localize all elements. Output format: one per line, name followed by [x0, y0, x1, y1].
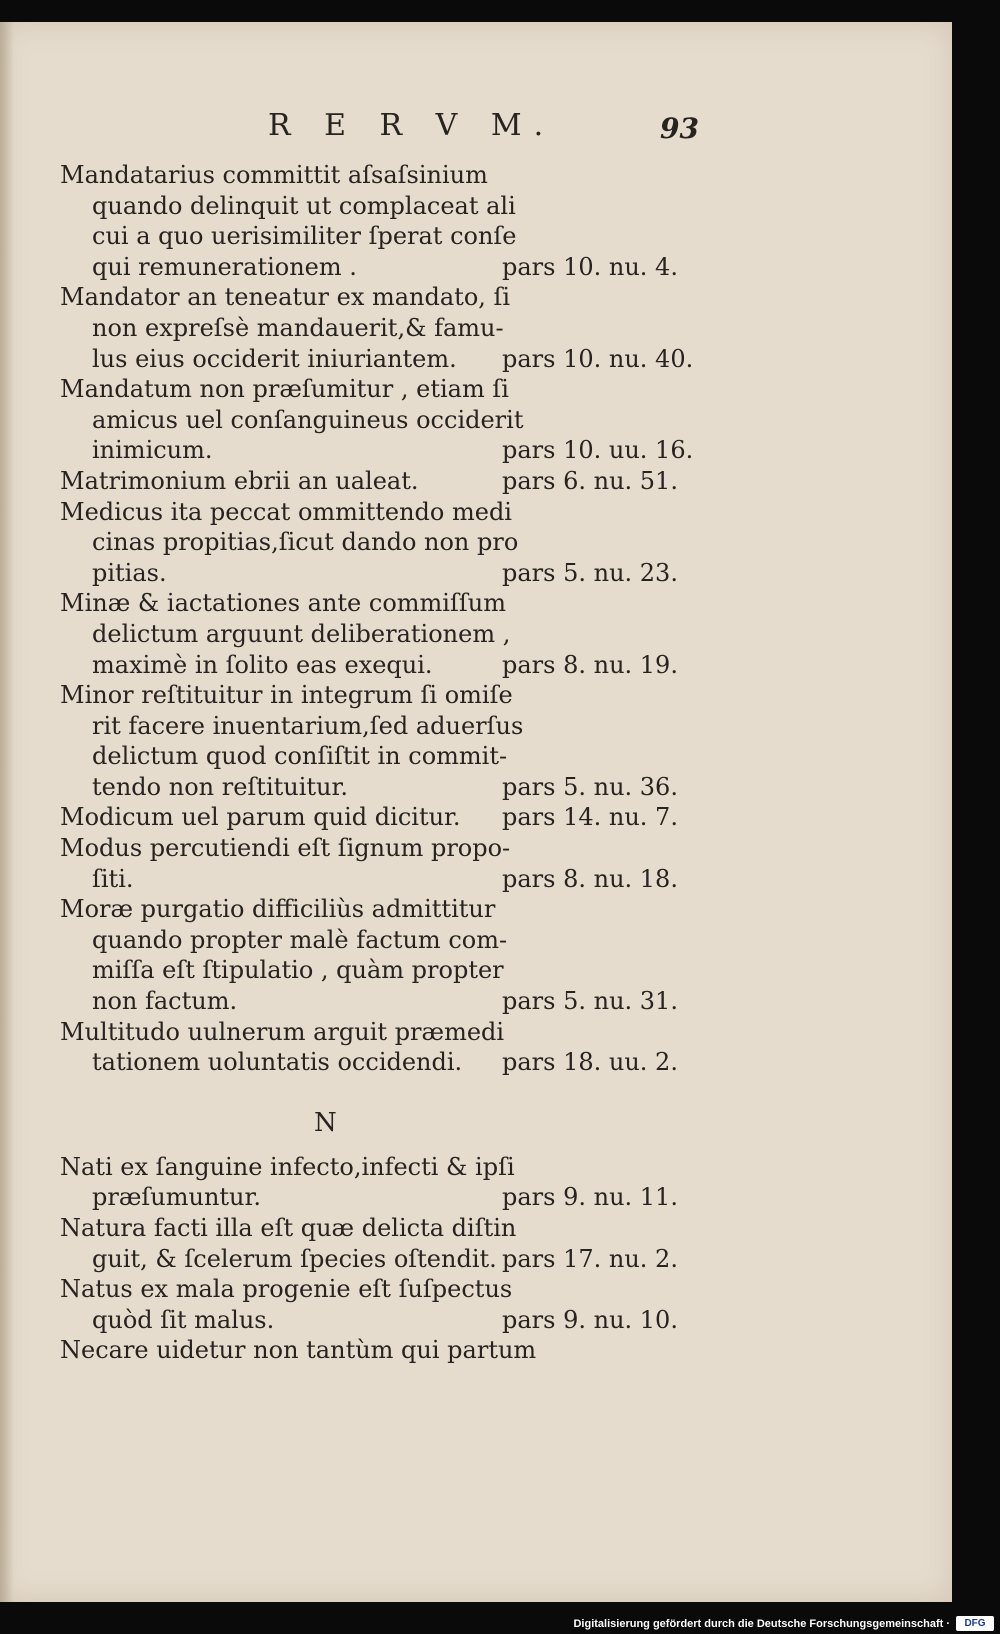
entry-headword-line — [60, 1274, 740, 1305]
index-entry — [60, 497, 740, 589]
entry-text: guit, & ſcelerum ſpecies oſtendit. — [92, 1244, 497, 1273]
entry-text: Minæ & iactationes ante commiſſum — [60, 589, 506, 618]
entry-continuation-line — [60, 252, 740, 283]
entry-text: inimicum. — [92, 436, 213, 465]
entry-text: Mandatum non præſumitur , etiam ſi — [60, 375, 509, 404]
entry-continuation-line — [60, 1182, 740, 1213]
index-entry — [60, 588, 740, 680]
entry-headword-line — [60, 1152, 740, 1183]
entry-headword-line — [60, 1335, 740, 1366]
entry-reference: pars 8. nu. 18. — [502, 864, 678, 893]
entry-headword-line — [60, 894, 740, 925]
entry-reference: pars 5. nu. 36. — [502, 772, 678, 801]
entry-text: Medicus ita peccat ommittendo medi — [60, 497, 512, 526]
index-entry — [60, 802, 740, 833]
entry-headword-line — [60, 833, 740, 864]
entry-continuation-line — [60, 925, 740, 956]
dfg-logo: DFG — [956, 1616, 994, 1631]
running-header: R E R V M. — [268, 108, 556, 143]
entry-text: Moræ purgatio difficiliùs admittitur — [60, 895, 496, 924]
entry-continuation-line — [60, 558, 740, 589]
entry-headword-line — [60, 160, 740, 191]
entry-text: pitias. — [92, 558, 167, 587]
entry-continuation-line — [60, 1047, 740, 1078]
entry-text: præſumuntur. — [92, 1183, 261, 1212]
entry-headword-line — [60, 282, 740, 313]
entry-reference: pars 10. nu. 4. — [502, 252, 678, 281]
entry-text: Natura facti illa eſt quæ delicta diſtin — [60, 1214, 517, 1242]
entry-text: non factum. — [92, 987, 238, 1016]
entry-text: cui a quo uerisimiliter ſperat conſe — [92, 222, 517, 251]
entry-text: Multitudo uulnerum arguit præmedi — [60, 1017, 505, 1046]
entry-reference: pars 14. nu. 7. — [502, 803, 678, 832]
index-entry — [60, 160, 740, 282]
entry-continuation-line — [60, 955, 740, 986]
entry-continuation-line — [60, 313, 740, 344]
entry-continuation-line — [60, 344, 740, 375]
entry-text: quando propter malè factum com- — [92, 925, 508, 954]
entry-continuation-line — [60, 864, 740, 895]
entry-headword-line — [60, 374, 740, 405]
entry-text: lus eius occiderit iniuriantem. — [92, 344, 457, 373]
entry-text: Nati ex ſanguine infecto,infecti & ipſi — [60, 1152, 515, 1181]
entry-headword-line — [60, 588, 740, 619]
entry-text: qui remunerationem . — [92, 252, 357, 281]
entry-continuation-line — [60, 405, 740, 436]
entry-continuation-line — [60, 1244, 740, 1275]
index-entry — [60, 1213, 740, 1274]
entry-text: tendo non reſtituitur. — [92, 772, 348, 801]
entry-text: Natus ex mala progenie eſt ſuſpectus — [60, 1275, 513, 1304]
entry-text: tationem uoluntatis occidendi. — [92, 1048, 463, 1077]
entry-text: non expreſsè mandauerit,& famu- — [92, 313, 504, 342]
entry-text: Necare uidetur non tantùm qui partum — [60, 1336, 537, 1365]
entry-continuation-line — [60, 1305, 740, 1336]
section-letter-heading: N — [314, 1107, 337, 1138]
entry-continuation-line — [60, 986, 740, 1017]
entry-text: Mandator an teneatur ex mandato, ſi — [60, 283, 511, 312]
entry-reference: pars 8. nu. 19. — [502, 650, 678, 679]
entry-text: Modicum uel parum quid dicitur. — [60, 803, 461, 832]
index-entries — [60, 160, 740, 1366]
entry-headword-line — [60, 1213, 740, 1244]
entry-text: Matrimonium ebrii an ualeat. — [60, 466, 419, 495]
index-entry — [60, 466, 740, 497]
index-entry — [60, 1017, 740, 1078]
page-gutter — [0, 22, 14, 1602]
entry-headword-line — [60, 802, 740, 833]
entry-continuation-line — [60, 191, 740, 222]
entry-text: Modus percutiendi eſt ſignum propo- — [60, 834, 511, 863]
entry-text: miſſa eſt ſtipulatio , quàm propter — [92, 956, 504, 985]
entry-reference: pars 5. nu. 23. — [502, 558, 678, 587]
entry-continuation-line — [60, 650, 740, 681]
entry-reference: pars 6. nu. 51. — [502, 466, 678, 495]
entry-text: quòd ſit malus. — [92, 1305, 275, 1334]
entry-reference: pars 9. nu. 11. — [502, 1183, 678, 1212]
entries-n-section — [60, 1152, 740, 1366]
digitization-credit: Digitalisierung gefördert durch die Deutsche Forschungsgemeinschaft · — [573, 1618, 950, 1630]
entry-text: delictum arguunt deliberationem , — [92, 619, 511, 648]
index-entry — [60, 680, 740, 802]
index-entry — [60, 894, 740, 1016]
entry-continuation-line — [60, 221, 740, 252]
index-entry — [60, 833, 740, 894]
entry-continuation-line — [60, 435, 740, 466]
index-entry — [60, 1152, 740, 1213]
entry-text: ſiti. — [92, 864, 134, 893]
entry-continuation-line — [60, 711, 740, 742]
entry-text: quando delinquit ut complaceat ali — [92, 191, 516, 220]
entry-reference: pars 10. nu. 40. — [502, 344, 694, 373]
entry-headword-line — [60, 1017, 740, 1048]
entry-continuation-line — [60, 619, 740, 650]
index-entry — [60, 282, 740, 374]
entry-reference: pars 17. nu. 2. — [502, 1244, 678, 1273]
entry-headword-line — [60, 680, 740, 711]
entry-headword-line — [60, 466, 740, 497]
page-number: 93 — [660, 112, 699, 145]
entry-text: amicus uel conſanguineus occiderit — [92, 405, 524, 434]
entry-text: Mandatarius committit aſsaſsinium — [60, 161, 488, 189]
entry-reference: pars 5. nu. 31. — [502, 987, 678, 1016]
entry-reference: pars 18. uu. 2. — [502, 1048, 678, 1077]
entry-text: Minor reſtituitur in integrum ſi omiſe — [60, 681, 513, 710]
index-entry — [60, 374, 740, 466]
book-page — [0, 22, 952, 1602]
entry-headword-line — [60, 497, 740, 528]
entry-reference: pars 10. uu. 16. — [502, 436, 694, 465]
entry-continuation-line — [60, 772, 740, 803]
entries-m-section — [60, 160, 740, 1078]
entry-continuation-line — [60, 741, 740, 772]
entry-text: maximè in ſolito eas exequi. — [92, 650, 433, 679]
entry-text: cinas propitias,ſicut dando non pro — [92, 528, 519, 557]
entry-continuation-line — [60, 527, 740, 558]
entry-text: rit facere inuentarium,ſed aduerſus — [92, 711, 524, 740]
entry-text: delictum quod conſiſtit in commit- — [92, 742, 508, 771]
entry-reference: pars 9. nu. 10. — [502, 1305, 678, 1334]
index-entry — [60, 1274, 740, 1335]
index-entry — [60, 1335, 740, 1366]
